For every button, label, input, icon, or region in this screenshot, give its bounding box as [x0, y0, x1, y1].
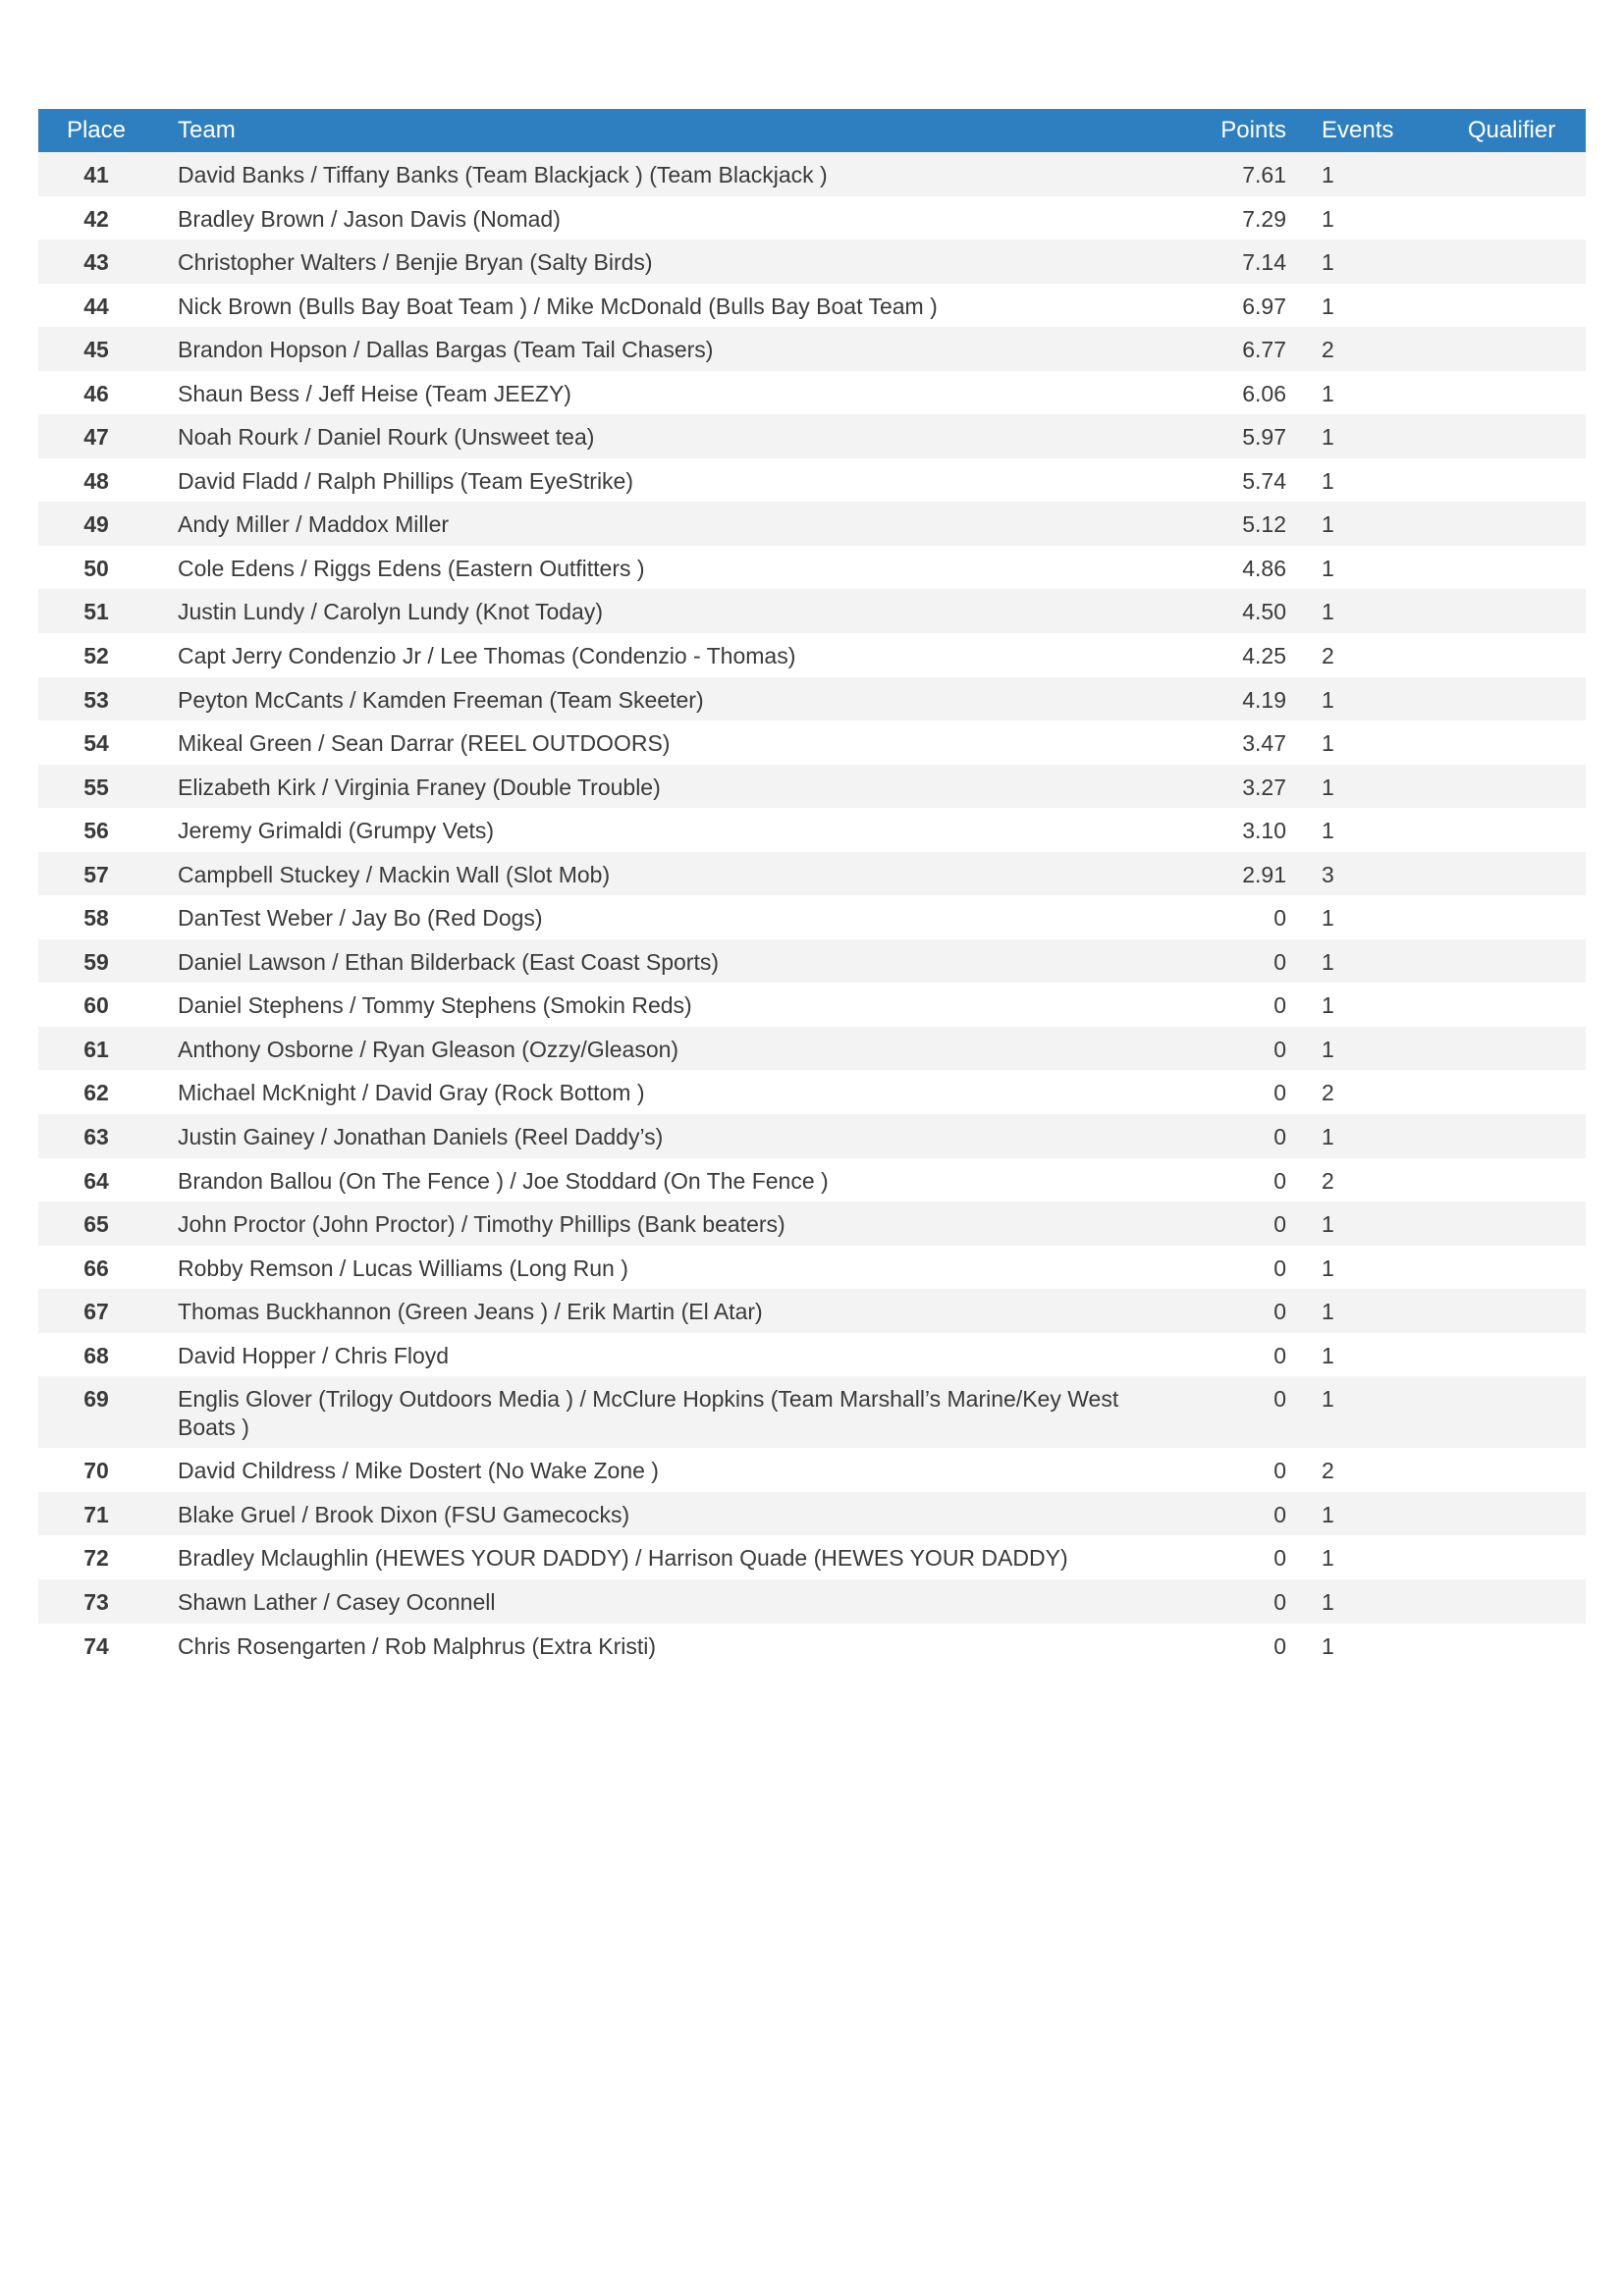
- table-row: [38, 1070, 1586, 1114]
- qualifier-cell: [1437, 852, 1586, 896]
- place-cell: 60: [83, 992, 109, 1019]
- table-row: [38, 414, 1586, 458]
- team-cell: Anthony Osborne / Ryan Gleason (Ozzy/Gleason): [178, 1036, 679, 1062]
- events-cell: 1: [1322, 293, 1334, 319]
- points-cell: 5.97: [1242, 424, 1286, 451]
- points-cell: 0: [1273, 948, 1286, 975]
- events-cell: 2: [1322, 1167, 1334, 1194]
- table-row: [38, 152, 1586, 196]
- place-cell: 57: [83, 861, 109, 887]
- events-cell: 1: [1322, 1501, 1334, 1527]
- table-row: [38, 895, 1586, 939]
- events-cell: 1: [1322, 1545, 1334, 1572]
- table-row: [38, 1492, 1586, 1536]
- events-cell: 1: [1322, 730, 1334, 757]
- points-cell: 3.47: [1242, 730, 1286, 757]
- table-row: [38, 458, 1586, 503]
- team-cell: Noah Rourk / Daniel Rourk (Unsweet tea): [178, 424, 595, 451]
- place-cell: 49: [83, 511, 109, 538]
- qualifier-cell: [1437, 808, 1586, 852]
- team-cell: Bradley Mclaughlin (HEWES YOUR DADDY) / Harrison Quade (HEWES YOUR DADDY): [178, 1545, 1068, 1572]
- table-row: [38, 852, 1586, 896]
- events-cell: 1: [1322, 555, 1334, 581]
- table-row: [38, 983, 1586, 1027]
- table-row: [38, 546, 1586, 590]
- events-cell: 1: [1322, 686, 1334, 713]
- place-cell: 48: [83, 467, 109, 494]
- qualifier-cell: [1437, 1201, 1586, 1246]
- column-header-team: Team: [178, 117, 236, 143]
- events-cell: 2: [1322, 1080, 1334, 1106]
- team-cell: Chris Rosengarten / Rob Malphrus (Extra Kristi): [178, 1632, 656, 1659]
- points-cell: 0: [1273, 1299, 1286, 1325]
- qualifier-cell: [1437, 1624, 1586, 1668]
- place-cell: 72: [83, 1545, 109, 1572]
- place-cell: 52: [83, 643, 109, 669]
- table-row: [38, 1376, 1586, 1448]
- events-cell: 1: [1322, 992, 1334, 1019]
- points-cell: 4.19: [1242, 686, 1286, 713]
- events-cell: 1: [1322, 205, 1334, 232]
- events-cell: 1: [1322, 1299, 1334, 1325]
- team-cell: Andy Miller / Maddox Miller: [178, 511, 450, 538]
- place-cell: 63: [83, 1124, 109, 1150]
- points-cell: 2.91: [1242, 861, 1286, 887]
- team-cell: Robby Remson / Lucas Williams (Long Run ): [178, 1255, 628, 1281]
- team-cell: Daniel Lawson / Ethan Bilderback (East Coast Sports): [178, 948, 719, 975]
- team-cell: Brandon Hopson / Dallas Bargas (Team Tail Chasers): [178, 337, 714, 363]
- qualifier-cell: [1437, 589, 1586, 633]
- place-cell: 65: [83, 1211, 109, 1238]
- table-row: [38, 327, 1586, 371]
- events-cell: 1: [1322, 424, 1334, 451]
- team-cell: Capt Jerry Condenzio Jr / Lee Thomas (Condenzio - Thomas): [178, 643, 796, 669]
- place-cell: 46: [83, 380, 109, 406]
- table-row: [38, 1027, 1586, 1071]
- team-cell: Blake Gruel / Brook Dixon (FSU Gamecocks): [178, 1501, 630, 1527]
- team-cell: David Banks / Tiffany Banks (Team Blackjack ) (Team Blackjack ): [178, 162, 828, 187]
- table-row: [38, 589, 1586, 633]
- points-cell: 0: [1273, 1632, 1286, 1659]
- qualifier-cell: [1437, 1289, 1586, 1333]
- points-cell: 3.27: [1242, 774, 1286, 800]
- place-cell: 43: [83, 249, 109, 276]
- events-cell: 1: [1322, 380, 1334, 406]
- points-cell: 7.29: [1242, 205, 1286, 232]
- table-row: [38, 939, 1586, 984]
- qualifier-cell: [1437, 152, 1586, 196]
- points-cell: 5.12: [1242, 511, 1286, 538]
- points-cell: 0: [1273, 1211, 1286, 1238]
- place-cell: 42: [83, 205, 109, 232]
- events-cell: 1: [1322, 1342, 1334, 1368]
- points-cell: 0: [1273, 1036, 1286, 1062]
- table-row: [38, 633, 1586, 677]
- qualifier-cell: [1437, 1448, 1586, 1492]
- place-cell: 53: [83, 686, 109, 713]
- qualifier-cell: [1437, 1246, 1586, 1290]
- points-cell: 6.06: [1242, 380, 1286, 406]
- points-cell: 4.86: [1242, 555, 1286, 581]
- place-cell: 74: [83, 1632, 109, 1659]
- table-row: [38, 240, 1586, 284]
- qualifier-cell: [1437, 1376, 1586, 1448]
- table-row: [38, 284, 1586, 328]
- events-cell: 1: [1322, 1255, 1334, 1281]
- points-cell: 0: [1273, 1124, 1286, 1150]
- qualifier-cell: [1437, 1535, 1586, 1579]
- team-cell: Thomas Buckhannon (Green Jeans ) / Erik Martin (El Atar): [178, 1299, 763, 1325]
- table-row: [38, 765, 1586, 809]
- points-cell: 0: [1273, 1386, 1286, 1413]
- events-cell: 1: [1322, 948, 1334, 975]
- place-cell: 61: [83, 1036, 109, 1062]
- events-cell: 1: [1322, 1036, 1334, 1062]
- place-cell: 54: [83, 730, 109, 757]
- column-header-qualifier: Qualifier: [1467, 117, 1556, 143]
- column-header-points: Points: [1220, 117, 1286, 143]
- events-cell: 1: [1322, 905, 1334, 932]
- team-cell: Nick Brown (Bulls Bay Boat Team ) / Mike McDonald (Bulls Bay Boat Team ): [178, 293, 938, 319]
- place-cell: 44: [83, 293, 109, 319]
- table-row: [38, 1114, 1586, 1158]
- events-cell: 1: [1322, 1588, 1334, 1615]
- qualifier-cell: [1437, 327, 1586, 371]
- qualifier-cell: [1437, 1070, 1586, 1114]
- table-row: [38, 196, 1586, 240]
- team-cell: DanTest Weber / Jay Bo (Red Dogs): [178, 905, 543, 932]
- team-cell: David Childress / Mike Dostert (No Wake Zone ): [178, 1458, 659, 1484]
- team-cell: Englis Glover (Trilogy Outdoors Media ) / McClure Hopkins (Team Marshall’s Marine/Key West Boats ): [178, 1386, 1119, 1441]
- qualifier-cell: [1437, 1027, 1586, 1071]
- points-cell: 6.97: [1242, 293, 1286, 319]
- table-body: [38, 152, 1586, 1667]
- team-cell: Mikeal Green / Sean Darrar (REEL OUTDOORS): [178, 730, 671, 757]
- place-cell: 59: [83, 948, 109, 975]
- team-cell: Christopher Walters / Benjie Bryan (Salty Birds): [178, 249, 653, 276]
- place-cell: 56: [83, 818, 109, 844]
- place-cell: 58: [83, 905, 109, 932]
- events-cell: 1: [1322, 1632, 1334, 1659]
- place-cell: 45: [83, 337, 109, 363]
- points-cell: 4.50: [1242, 599, 1286, 625]
- place-cell: 73: [83, 1588, 109, 1615]
- qualifier-cell: [1437, 371, 1586, 415]
- table-row: [38, 502, 1586, 546]
- events-cell: 1: [1322, 774, 1334, 800]
- points-cell: 3.10: [1242, 818, 1286, 844]
- team-cell: David Fladd / Ralph Phillips (Team EyeStrike): [178, 467, 634, 494]
- team-cell: Shawn Lather / Casey Oconnell: [178, 1588, 496, 1615]
- table-row: [38, 371, 1586, 415]
- qualifier-cell: [1437, 546, 1586, 590]
- points-cell: 0: [1273, 1255, 1286, 1281]
- qualifier-cell: [1437, 196, 1586, 240]
- qualifier-cell: [1437, 983, 1586, 1027]
- column-header-events: Events: [1322, 117, 1394, 143]
- qualifier-cell: [1437, 502, 1586, 546]
- place-cell: 50: [83, 555, 109, 581]
- team-cell: John Proctor (John Proctor) / Timothy Phillips (Bank beaters): [178, 1211, 785, 1238]
- place-cell: 70: [83, 1458, 109, 1484]
- points-cell: 6.77: [1242, 337, 1286, 363]
- place-cell: 66: [83, 1255, 109, 1281]
- qualifier-cell: [1437, 1158, 1586, 1202]
- table-row: [38, 1624, 1586, 1668]
- place-cell: 69: [83, 1386, 109, 1413]
- table-row: [38, 808, 1586, 852]
- events-cell: 2: [1322, 337, 1334, 363]
- qualifier-cell: [1437, 721, 1586, 765]
- qualifier-cell: [1437, 414, 1586, 458]
- qualifier-cell: [1437, 1333, 1586, 1377]
- team-cell: Justin Lundy / Carolyn Lundy (Knot Today): [178, 599, 603, 625]
- points-cell: 0: [1273, 1588, 1286, 1615]
- team-cell: Brandon Ballou (On The Fence ) / Joe Stoddard (On The Fence ): [178, 1167, 829, 1194]
- table-row: [38, 1333, 1586, 1377]
- points-cell: 0: [1273, 1080, 1286, 1106]
- place-cell: 67: [83, 1299, 109, 1325]
- table-row: [38, 1535, 1586, 1579]
- table-row: [38, 677, 1586, 721]
- qualifier-cell: [1437, 677, 1586, 721]
- team-cell: Michael McKnight / David Gray (Rock Bottom ): [178, 1080, 645, 1106]
- points-cell: 0: [1273, 992, 1286, 1019]
- events-cell: 1: [1322, 818, 1334, 844]
- place-cell: 71: [83, 1501, 109, 1527]
- qualifier-cell: [1437, 765, 1586, 809]
- points-cell: 5.74: [1242, 467, 1286, 494]
- team-cell: Campbell Stuckey / Mackin Wall (Slot Mob): [178, 861, 611, 887]
- table-row: [38, 1448, 1586, 1492]
- table-row: [38, 1289, 1586, 1333]
- table-row: [38, 1158, 1586, 1202]
- team-cell: Elizabeth Kirk / Virginia Franey (Double Trouble): [178, 774, 661, 800]
- team-cell: Bradley Brown / Jason Davis (Nomad): [178, 205, 561, 232]
- events-cell: 1: [1322, 1386, 1334, 1413]
- team-cell: Jeremy Grimaldi (Grumpy Vets): [178, 818, 495, 844]
- points-cell: 7.14: [1242, 249, 1286, 276]
- points-cell: 7.61: [1242, 162, 1286, 187]
- team-cell: Shaun Bess / Jeff Heise (Team JEEZY): [178, 380, 571, 406]
- place-cell: 47: [83, 424, 109, 451]
- place-cell: 64: [83, 1167, 109, 1194]
- column-header-place: Place: [66, 117, 127, 143]
- place-cell: 62: [83, 1080, 109, 1106]
- qualifier-cell: [1437, 895, 1586, 939]
- place-cell: 55: [83, 774, 109, 800]
- qualifier-cell: [1437, 458, 1586, 503]
- events-cell: 1: [1322, 162, 1334, 187]
- place-cell: 68: [83, 1342, 109, 1368]
- place-cell: 41: [83, 162, 109, 187]
- events-cell: 1: [1322, 1211, 1334, 1238]
- table-row: [38, 1201, 1586, 1246]
- points-cell: 0: [1273, 1342, 1286, 1368]
- qualifier-cell: [1437, 633, 1586, 677]
- table-row: [38, 721, 1586, 765]
- points-cell: 0: [1273, 1167, 1286, 1194]
- qualifier-cell: [1437, 284, 1586, 328]
- events-cell: 1: [1322, 1124, 1334, 1150]
- events-cell: 1: [1322, 249, 1334, 276]
- qualifier-cell: [1437, 1114, 1586, 1158]
- events-cell: 2: [1322, 1458, 1334, 1484]
- standings-table: [38, 109, 1586, 1667]
- qualifier-cell: [1437, 1579, 1586, 1624]
- events-cell: 2: [1322, 643, 1334, 669]
- team-cell: David Hopper / Chris Floyd: [178, 1342, 450, 1368]
- points-cell: 0: [1273, 905, 1286, 932]
- table-header-row: [38, 109, 1586, 152]
- points-cell: 4.25: [1242, 643, 1286, 669]
- team-cell: Justin Gainey / Jonathan Daniels (Reel Daddy’s): [178, 1124, 664, 1150]
- team-cell: Daniel Stephens / Tommy Stephens (Smokin Reds): [178, 992, 692, 1019]
- qualifier-cell: [1437, 939, 1586, 984]
- qualifier-cell: [1437, 240, 1586, 284]
- points-cell: 0: [1273, 1458, 1286, 1484]
- points-cell: 0: [1273, 1501, 1286, 1527]
- team-cell: Peyton McCants / Kamden Freeman (Team Skeeter): [178, 686, 704, 713]
- events-cell: 1: [1322, 511, 1334, 538]
- table-row: [38, 1246, 1586, 1290]
- events-cell: 1: [1322, 599, 1334, 625]
- table-row: [38, 1579, 1586, 1624]
- qualifier-cell: [1437, 1492, 1586, 1536]
- place-cell: 51: [83, 599, 109, 625]
- team-cell: Cole Edens / Riggs Edens (Eastern Outfitters ): [178, 555, 645, 581]
- events-cell: 3: [1322, 861, 1334, 887]
- points-cell: 0: [1273, 1545, 1286, 1572]
- events-cell: 1: [1322, 467, 1334, 494]
